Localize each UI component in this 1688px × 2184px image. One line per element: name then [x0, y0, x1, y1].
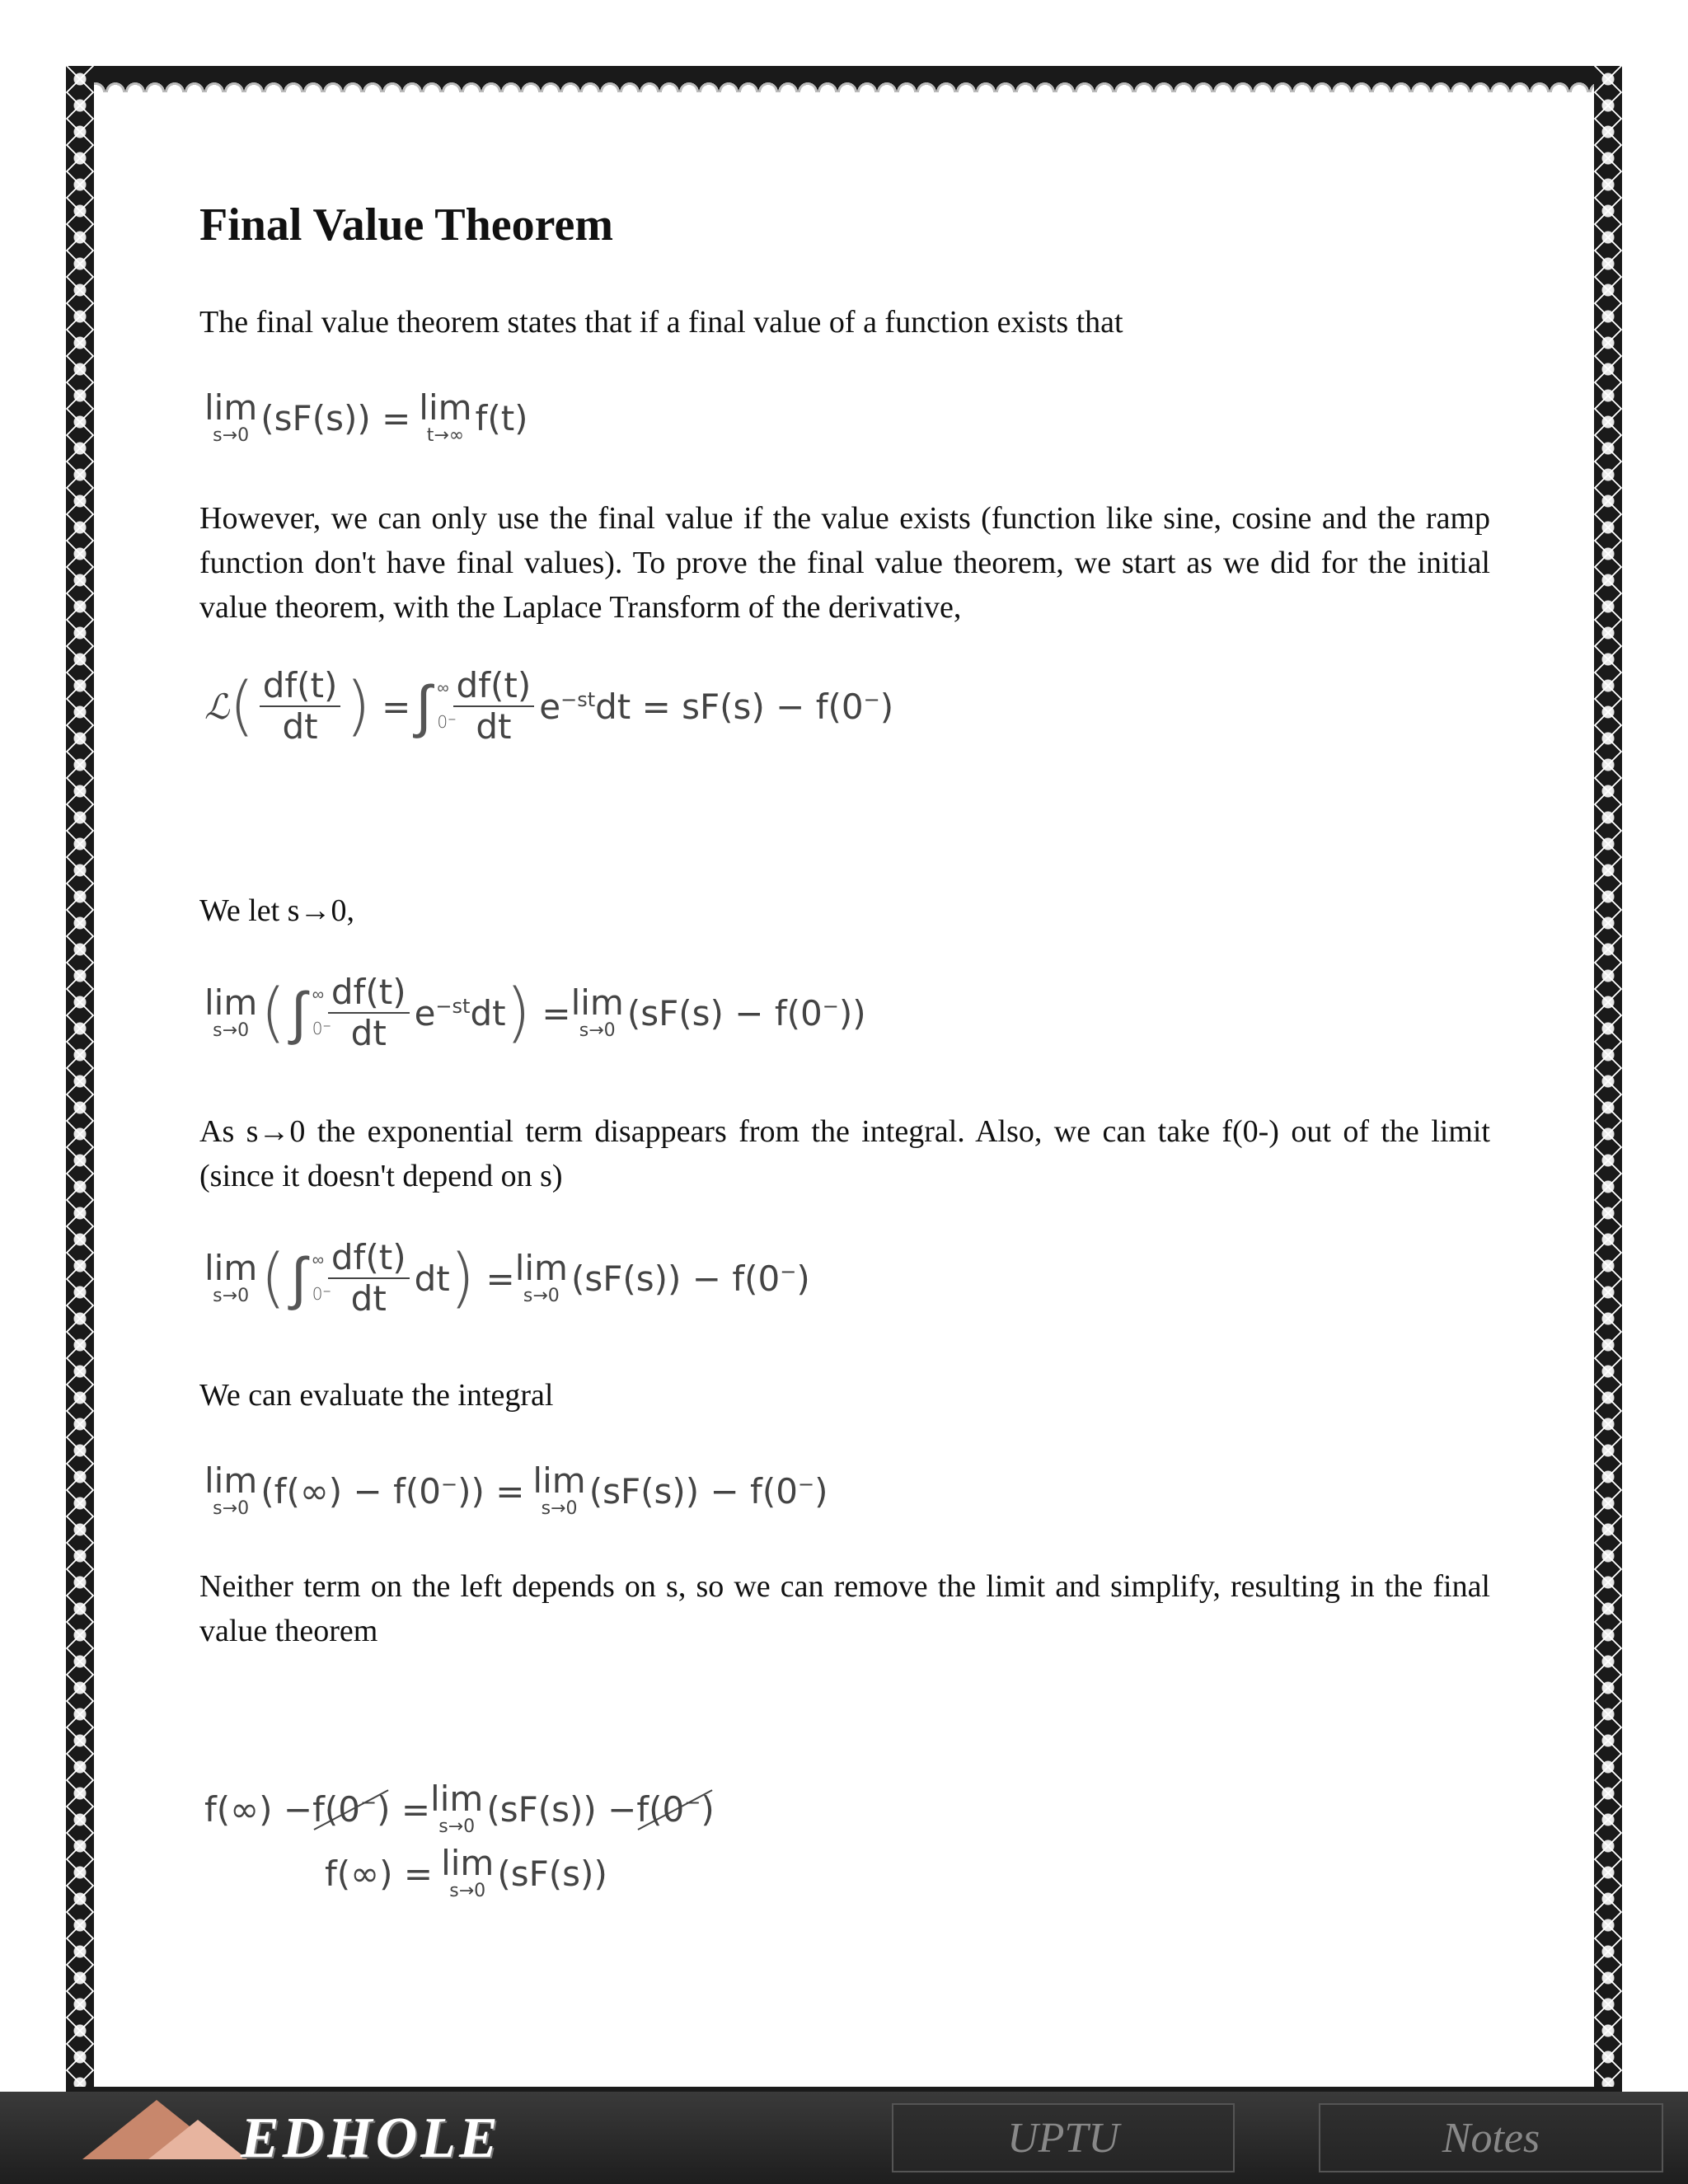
paragraph-exponential: As s→0 the exponential term disappears from the integral. Also, we can take f(0-) out of the limit (since it doesn't depend on s) [199, 1114, 1490, 1193]
equation-final-value-statement: lim s→0 (sF(s)) = lim t→∞ f(t) [204, 387, 528, 446]
pyramid-logo-icon-small [148, 2120, 247, 2159]
decorative-border-right [1594, 66, 1622, 2090]
notes-button[interactable]: Notes [1319, 2103, 1663, 2172]
edhole-logo[interactable]: EDHOLE [241, 2107, 501, 2170]
equation-evaluated: lim s→0 (f(∞) − f(0−)) = lim s→0 (sF(s)) − f(0−) [204, 1460, 828, 1519]
equation-cancel: f(∞) − f(0−) = lim s→0 (sF(s)) − f(0−) [204, 1779, 715, 1837]
decorative-border-top [66, 66, 1622, 92]
page-title: Final Value Theorem [199, 199, 614, 251]
equation-final-value-result: f(∞) = lim s→0 (sF(s)) [325, 1843, 607, 1901]
equation-limit-integral-dt: lim s→0 ( ∫ ∞ 0⁻ $\frac{df(t)}{dt}$ dt ) = lim s→0 (sF(s)) − f(0−) [204, 1237, 810, 1319]
paragraph-neither-term: Neither term on the left depends on s, so we can remove the limit and simplify, resulting in the final value theorem [199, 1569, 1490, 1648]
decorative-border-left [66, 66, 94, 2090]
uptu-button[interactable]: UPTU [892, 2103, 1235, 2172]
paragraph-intro: The final value theorem states that if a final value of a function exists that [199, 305, 1123, 340]
paragraph-let-s: We let s→0, [199, 893, 354, 928]
equation-laplace-derivative: ℒ ( $\frac{df(t)}{dt}$ ) = ∫ ∞ 0⁻ $\frac{df(t)}{dt}$ $e^{-st}dt = sF(s) - f(0^-)$ [204, 665, 894, 748]
equation-limit-integral: lim s→0 ( ∫ ∞ 0⁻ $\frac{df(t)}{dt}$ $e^{-st}dt$ ) = lim s→0 (sF(s) − f(0−)) [204, 972, 866, 1054]
paragraph-evaluate: We can evaluate the integral [199, 1378, 554, 1413]
paragraph-however: However, we can only use the final value if the value exists (function like sine, cosine and the ramp function don't have final values). To prove the final value theorem, we start as we did for the initial value theorem, with the Laplace Transform of the derivative, [199, 501, 1490, 625]
